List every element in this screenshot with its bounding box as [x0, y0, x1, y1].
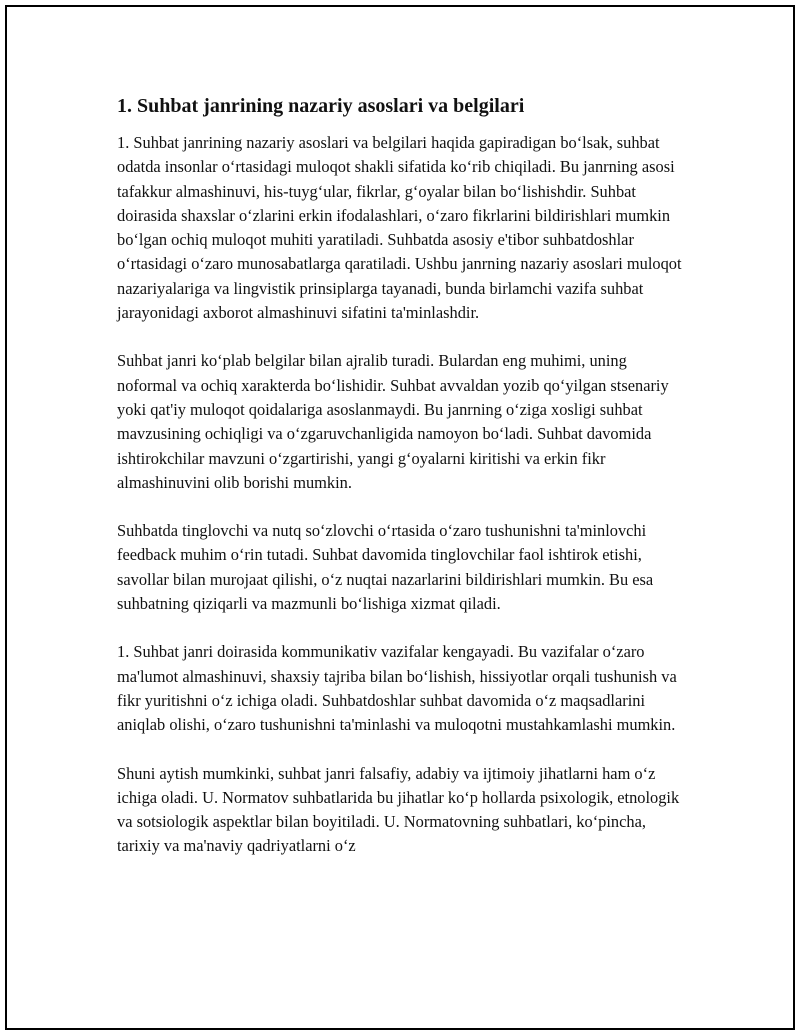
paragraph-5: Shuni aytish mumkinki, suhbat janri falsafiy, adabiy va ijtimoiy jihatlarni ham o‘z ichiga oladi. U. Normatov suhbatlarida bu jihatlar ko‘p hollarda psixologik, etnologik va sotsiologik aspektlar bilan boyitiladi. U. Normatovning suhbatlari, ko‘pincha, tarixiy va ma'naviy qadriyatlarni o‘z [117, 763, 680, 856]
paragraph-2: Suhbat janri ko‘plab belgilar bilan ajralib turadi. Bulardan eng muhimi, uning noformal va ochiq xarakterda bo‘lishidir. Suhbat avvaldan yozib qo‘yilgan stsenariy yoki qat'iy muloqot qoidalariga asoslanmaydi. Bu janrning o‘ziga xosligi suhbat mavzusining ochiqligi va o‘zgaruvchanligida namoyon bo‘ladi. Suhbat davomida ishtirokchilar mavzuni o‘zgartirishi, yangi g‘oyalarni kiritishi va erkin fikr almashinuvini olib borishi mumkin. [117, 351, 669, 492]
paragraph-4: 1. Suhbat janri doirasida kommunikativ vazifalar kengayadi. Bu vazifalar o‘zaro ma'lumot almashinuvi, shaxsiy tajriba bilan bo‘lishish, hissiyotlar orqali tushunish va fikr yuritishni o‘z ichiga oladi. Suhbatdoshlar suhbat davomida o‘z maqsadlarini aniqlab olishi, o‘zaro tushunishni ta'minlashi va muloqotni mustahkamlashi mumkin. [117, 642, 677, 735]
paragraph-1: 1. Suhbat janrining nazariy asoslari va belgilari haqida gapiradigan bo‘lsak, suhbat odatda insonlar o‘rtasidagi muloqot shakli sifatida ko‘rib chiqiladi. Bu janrning asosi tafakkur almashinuvi, his-tuyg‘ular, fikrlar, g‘oyalar bilan bo‘lishishdir. Suhbat doirasida shaxslar o‘zlarini erkin ifodalashlari, o‘zaro fikrlarini bildirishlari mumkin bo‘lgan ochiq muloqot muhiti yaratiladi. Suhbatda asosiy e'tibor suhbatdoshlar o‘rtasidagi o‘zaro munosabatlarga qaratiladi. Ushbu janrning nazariy asoslari muloqot nazariyalariga va lingvistik prinsiplarga tayanadi, bunda birlamchi vazifa suhbat jarayonidagi axborot almashinuvi sifatini ta'minlashdir. [117, 133, 682, 323]
paragraph-3: Suhbatda tinglovchi va nutq so‘zlovchi o‘rtasida o‘zaro tushunishni ta'minlovchi feedback muhim o‘rin tutadi. Suhbat davomida tinglovchilar faol ishtirok etishi, savollar bilan murojaat qilishi, o‘z nuqtai nazarlarini bildirishlari mumkin. Bu esa suhbatning qiziqarli va mazmunli bo‘lishiga xizmat qiladi. [117, 521, 654, 614]
section-title: 1. Suhbat janrining nazariy asoslari va belgilari [117, 95, 525, 117]
document-body [117, 92, 685, 883]
